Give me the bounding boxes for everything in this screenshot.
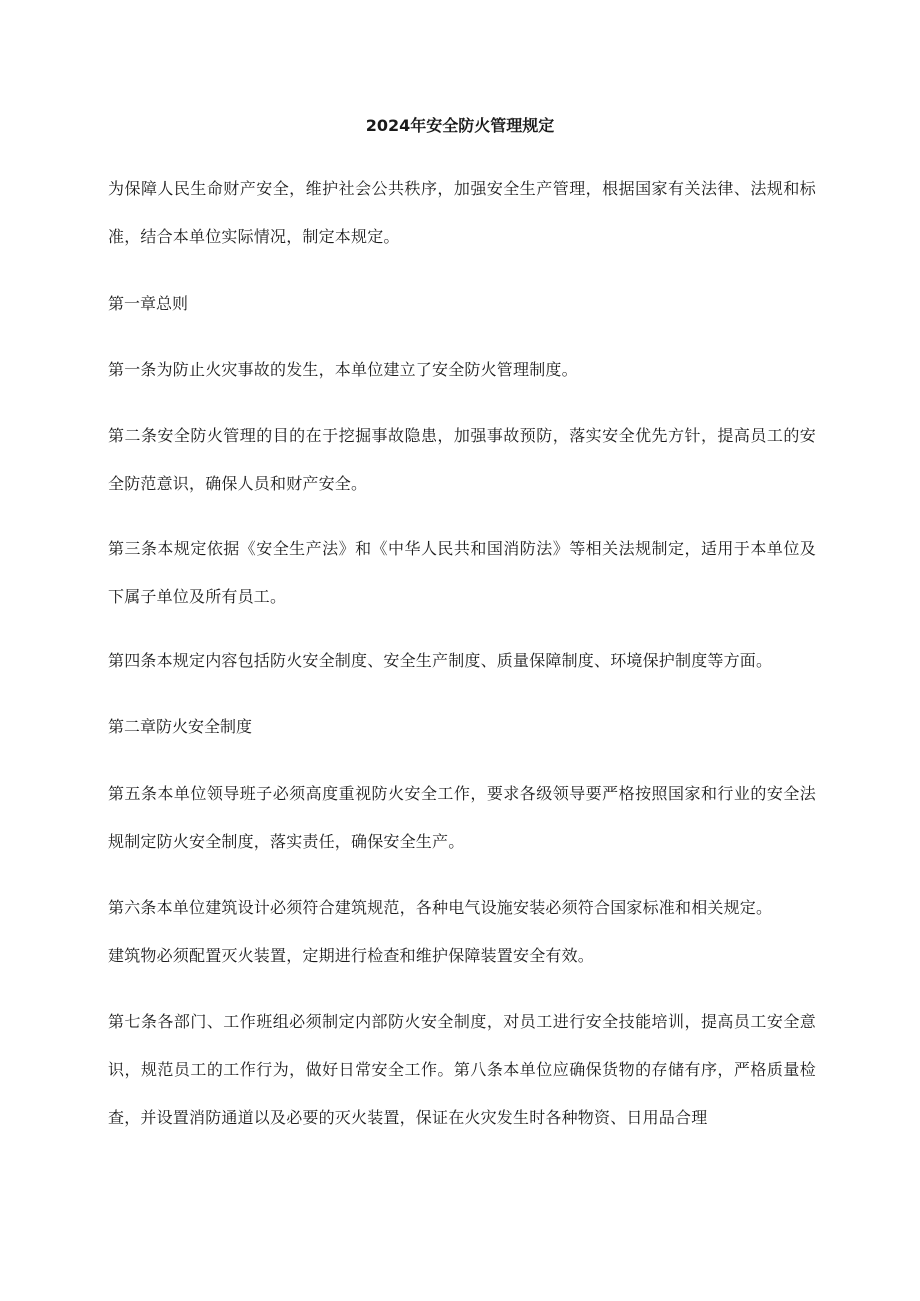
chapter-heading-1: 第一章总则: [108, 294, 189, 313]
intro-paragraph: 为保障人民生命财产安全，维护社会公共秩序，加强安全生产管理，根据国家有关法律、法规和标准，结合本单位实际情况，制定本规定。: [108, 179, 816, 246]
article-6-line-2: 建筑物必须配置灭火装置，定期进行检查和维护保障装置安全有效。: [108, 946, 595, 965]
article-5: 第五条本单位领导班子必须高度重视防火安全工作，要求各级领导要严格按照国家和行业的安全法规制定防火安全制度，落实责任，确保安全生产。: [108, 784, 816, 851]
article-7: 第七条各部门、工作班组必须制定内部防火安全制度，对员工进行安全技能培训，提高员工安全意识，规范员工的工作行为，做好日常安全工作。第八条本单位应确保货物的存储有序，严格质量检查，并设置消防通道以及必要的灭火装置，保证在火灾发生时各种物资、日用品合理: [108, 1012, 816, 1127]
article-4: 第四条本规定内容包括防火安全制度、安全生产制度、质量保障制度、环境保护制度等方面。: [108, 651, 773, 670]
document-title: 2024年安全防火管理规定: [365, 116, 555, 135]
chapter-heading-2: 第二章防火安全制度: [108, 717, 253, 736]
article-6-line-1: 第六条本单位建筑设计必须符合建筑规范，各种电气设施安装必须符合国家标准和相关规定。: [108, 898, 773, 917]
article-2: 第二条安全防火管理的目的在于挖掘事故隐患，加强事故预防，落实安全优先方针，提高员工的安全防范意识，确保人员和财产安全。: [108, 426, 816, 493]
article-1: 第一条为防止火灾事故的发生，本单位建立了安全防火管理制度。: [108, 360, 578, 379]
article-3: 第三条本规定依据《安全生产法》和《中华人民共和国消防法》等相关法规制定，适用于本单位及下属子单位及所有员工。: [108, 539, 816, 606]
